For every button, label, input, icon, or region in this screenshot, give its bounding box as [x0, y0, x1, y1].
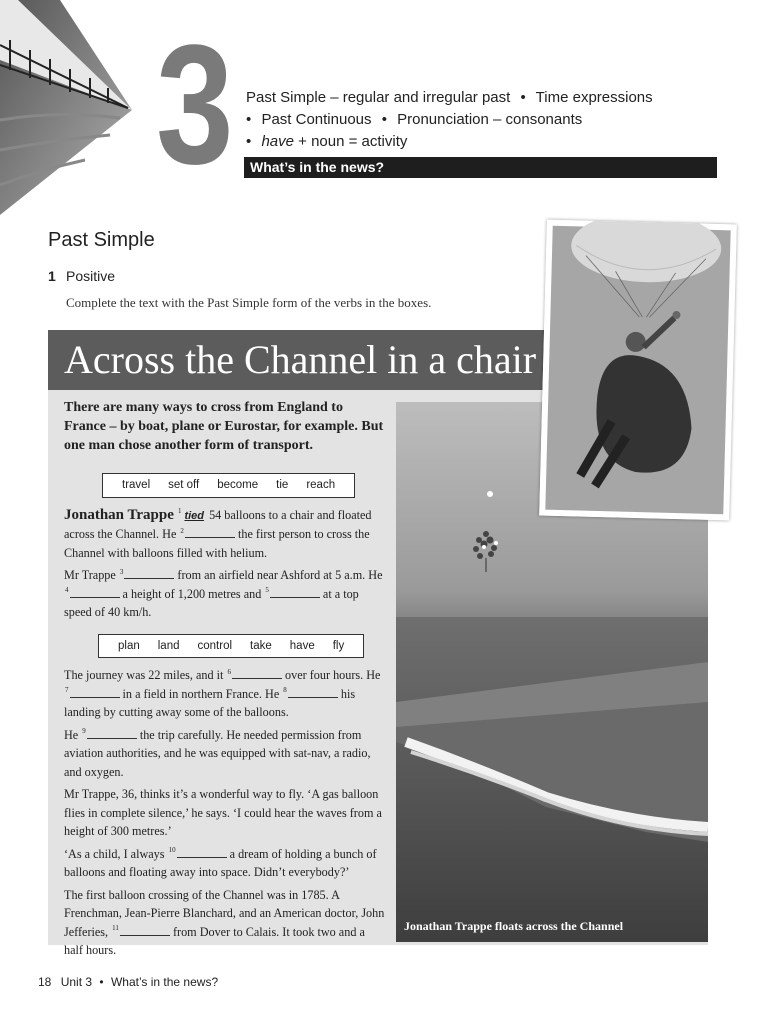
verb-fly: fly — [332, 639, 345, 652]
exercise-number: 1 — [48, 268, 56, 284]
photo-caption: Jonathan Trappe floats across the Channel — [404, 919, 624, 933]
text: The journey was 22 miles, and it — [64, 668, 227, 682]
text: over four hours. He — [281, 668, 381, 682]
article-intro: There are many ways to cross from England to France – by boat, plane or Eurostar, for example. But one man chose another form of transport. — [64, 400, 384, 453]
balloon-pilot-photo — [539, 220, 737, 521]
answer-gap-7[interactable] — [70, 686, 120, 698]
footer-title: What’s in the news? — [110, 975, 219, 989]
verb-travel: travel — [122, 479, 151, 491]
verb-reach: reach — [306, 479, 336, 491]
text: from Dover to Calais. It took two and a half hours. — [64, 924, 365, 957]
unit-title-bar: What’s in the news? — [244, 157, 717, 178]
text: a height of 1,200 metres and — [119, 586, 265, 601]
text: from an airfield near Ashford at 5 a.m. He — [174, 568, 383, 582]
paragraph-6 — [64, 845, 386, 882]
text: a dream of holding a bunch of balloons and floating away into space. Didn’t everybody?’ — [64, 846, 377, 879]
article-body — [64, 398, 386, 964]
text: 54 balloons to a chair and floated across the Channel. He — [64, 507, 372, 541]
paragraph-7 — [64, 886, 386, 960]
article-headline: Across the Channel in a chair — [64, 337, 537, 382]
paragraph-1 — [64, 506, 386, 563]
bullet: • — [246, 111, 252, 128]
text: his landing by cutting away some of the balloons. — [64, 686, 356, 719]
gap-number: 10 — [168, 846, 176, 855]
topic-line-1 — [246, 88, 653, 108]
page-footer — [38, 975, 218, 989]
text: Mr Trappe — [64, 568, 119, 582]
topic-past-simple: Past Simple – regular and irregular past — [246, 89, 511, 106]
paragraph-3 — [64, 666, 386, 722]
verb-control: control — [197, 639, 233, 652]
text: He — [64, 727, 82, 742]
verb-land: land — [157, 639, 180, 652]
topic-line-3 — [246, 132, 407, 152]
gap-number: 2 — [180, 526, 184, 535]
topic-time-expressions: Time expressions — [535, 89, 653, 106]
bullet: • — [381, 111, 387, 128]
paragraph-4 — [64, 726, 386, 782]
verb-box-1 — [102, 473, 355, 498]
gap-number: 1 — [177, 507, 182, 516]
deck-photo — [0, 0, 150, 215]
answer-gap-9[interactable] — [87, 727, 137, 739]
verb-plan: plan — [118, 639, 140, 652]
verb-set-off: set off — [168, 479, 200, 491]
topic-past-continuous: Past Continuous — [261, 111, 372, 128]
lead-name: Jonathan Trappe — [64, 506, 174, 523]
topic-pronunciation: Pronunciation – consonants — [397, 111, 583, 128]
section-title: Past Simple — [48, 229, 155, 251]
gap-number: 9 — [82, 727, 86, 736]
topic-noun-activity: + noun = activity — [293, 133, 408, 150]
answer-gap-8[interactable] — [288, 686, 338, 698]
answer-gap-5[interactable] — [270, 586, 320, 598]
text: ‘As a child, I always — [64, 846, 168, 861]
page-number: 18 — [38, 975, 52, 989]
gap-number: 11 — [112, 924, 119, 933]
answer-gap-10[interactable] — [177, 846, 227, 858]
text: The first balloon crossing of the Channel was in 1785. A Frenchman, Jean-Pierre Blanchard, and an American doctor, John Jefferies, — [64, 887, 385, 939]
answer-gap-4[interactable] — [70, 586, 120, 598]
gap-number: 8 — [283, 686, 287, 695]
text: in a field in northern France. He — [119, 686, 283, 701]
answer-gap-3[interactable] — [124, 567, 174, 579]
topic-line-2 — [246, 110, 582, 130]
verb-have: have — [289, 639, 315, 652]
paragraph-5: Mr Trappe, 36, thinks it’s a wonderful way to fly. ‘A gas balloon flies in complete silence,’ he says. ‘I could hear the waves from a height of 300 metres.’ — [64, 787, 382, 838]
answer-gap-2[interactable] — [185, 526, 235, 538]
example-answer: tied — [184, 509, 205, 522]
answer-gap-11[interactable] — [120, 924, 170, 936]
bullet: • — [99, 975, 104, 989]
topic-have: have — [261, 133, 294, 150]
gap-number: 7 — [65, 686, 69, 695]
verb-tie: tie — [276, 479, 289, 491]
footer-unit: Unit 3 — [60, 975, 93, 989]
exercise-label: Positive — [66, 268, 116, 284]
instruction-text: Complete the text with the Past Simple form of the verbs in the boxes. — [66, 295, 432, 310]
verb-box-2 — [98, 634, 364, 659]
verb-take: take — [250, 639, 272, 652]
gap-number: 5 — [265, 586, 269, 595]
gap-number: 4 — [65, 586, 69, 595]
verb-become: become — [217, 479, 259, 491]
gap-number: 6 — [227, 667, 231, 676]
text: the trip carefully. He needed permission from aviation authorities, and he was equipped with sat-nav, a radio, and oxygen. — [64, 727, 371, 779]
text: at a top speed of 40 km/h. — [64, 586, 359, 619]
bullet: • — [520, 89, 526, 106]
gap-number: 3 — [119, 567, 124, 576]
paragraph-2 — [64, 566, 386, 622]
text: the first person to cross the Channel with balloons filled with helium. — [64, 527, 370, 560]
bullet: • — [246, 133, 252, 150]
unit-number: 3 — [156, 10, 231, 200]
answer-gap-6[interactable] — [232, 667, 282, 679]
